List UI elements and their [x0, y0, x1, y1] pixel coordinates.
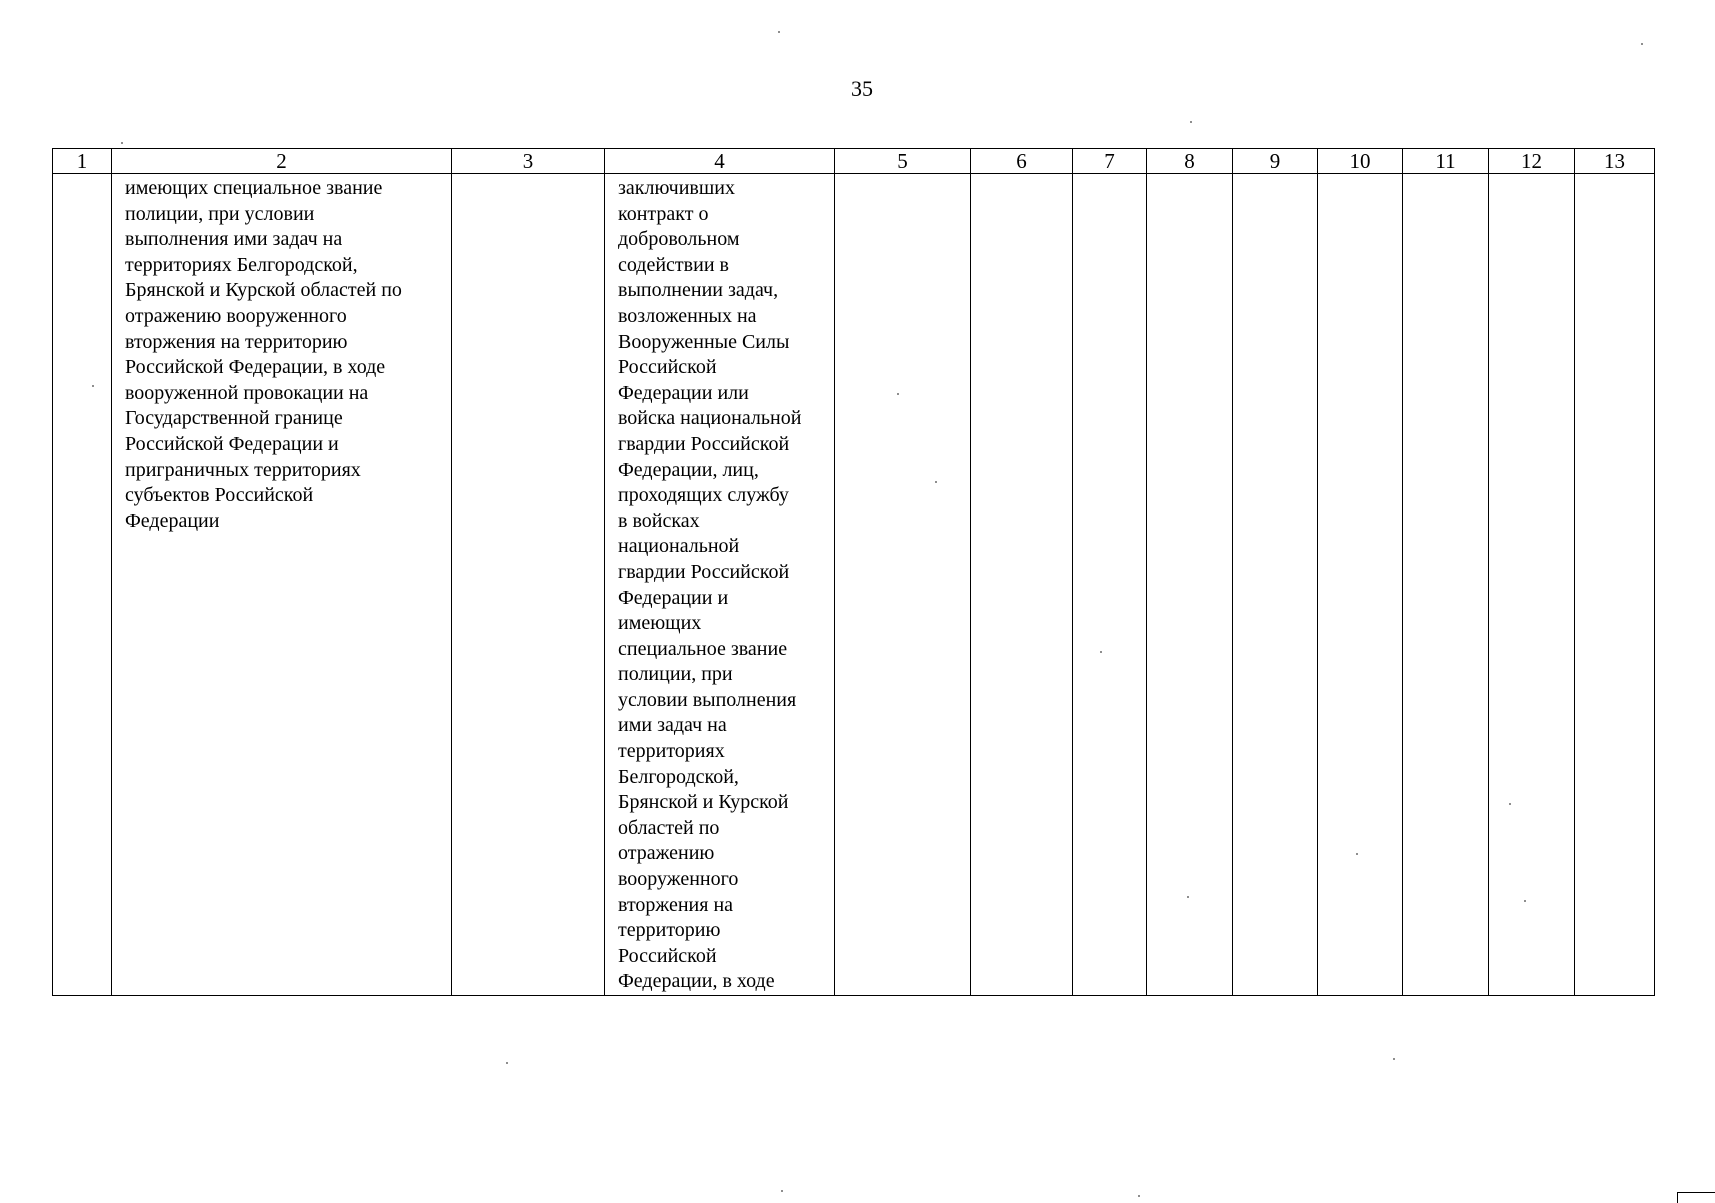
header-cell-8: 8 [1147, 149, 1233, 174]
cell-col-6 [971, 174, 1073, 996]
cell-text-col-12 [1489, 174, 1574, 176]
cell-text-col-7 [1073, 174, 1146, 176]
scan-speck [1641, 43, 1643, 45]
document-table [52, 148, 1655, 996]
cell-col-2 [112, 174, 452, 996]
scan-speck [781, 1190, 783, 1192]
scan-speck [1356, 853, 1358, 855]
cell-text-col-13 [1575, 174, 1654, 176]
scan-speck [897, 393, 899, 395]
page-number: 35 [851, 76, 873, 101]
cell-col-11 [1403, 174, 1489, 996]
cell-col-9 [1233, 174, 1318, 996]
cell-col-5 [835, 174, 971, 996]
scan-speck [1138, 1195, 1140, 1197]
cell-col-13 [1575, 174, 1655, 996]
header-row [53, 149, 1655, 174]
header-cell-7: 7 [1073, 149, 1147, 174]
cell-text-col-9 [1233, 174, 1317, 176]
scan-speck [121, 142, 123, 144]
cell-col-10 [1318, 174, 1403, 996]
cell-text-col-6 [971, 174, 1072, 176]
header-cell-11: 11 [1403, 149, 1489, 174]
cell-text-col-4: заключивших контракт о добровольном содействии в выполнении задач, возложенных на Вооруженные Силы Российской Федерации или войска национальной гвардии Российской Федерации, лиц, проходящих службу в войсках национальной гвардии Российской Федерации и имеющих специальное звание полиции, при условии выполнения ими задач на территориях Белгородской, Брянской и Курской областей по отражению вооруженного вторжения на территорию Российской Федерации, в ходе [618, 177, 802, 993]
scan-speck [1100, 651, 1102, 653]
header-cell-3: 3 [452, 149, 605, 174]
cell-col-12 [1489, 174, 1575, 996]
cell-text-col-2: имеющих специальное звание полиции, при условии выполнения ими задач на территориях Белгородской, Брянской и Курской областей по отражению вооруженного вторжения на территорию Российской Федерации, в ходе вооруженной провокации на Государственной границе Российской Федерации и приграничных территориях субъектов Российской Федерации [125, 177, 402, 532]
scan-speck [506, 1062, 508, 1064]
header-cell-2: 2 [112, 149, 452, 174]
scan-speck [1509, 803, 1511, 805]
cell-col-8 [1147, 174, 1233, 996]
header-cell-5: 5 [835, 149, 971, 174]
scan-speck [1393, 1058, 1395, 1060]
cell-text-col-1 [53, 174, 111, 176]
scan-corner-mark [1677, 1192, 1715, 1203]
header-cell-4: 4 [605, 149, 835, 174]
scan-speck [935, 481, 937, 483]
cell-col-3 [452, 174, 605, 996]
cell-text-col-5 [835, 174, 970, 176]
cell-col-4 [605, 174, 835, 996]
cell-col-1 [53, 174, 112, 996]
cell-text-col-8 [1147, 174, 1232, 176]
cell-col-7 [1073, 174, 1147, 996]
cell-text-col-3 [452, 174, 604, 176]
header-cell-10: 10 [1318, 149, 1403, 174]
header-cell-13: 13 [1575, 149, 1655, 174]
header-cell-12: 12 [1489, 149, 1575, 174]
cell-text-col-11 [1403, 174, 1488, 176]
scan-speck [1524, 900, 1526, 902]
table-row [53, 174, 1655, 996]
header-cell-9: 9 [1233, 149, 1318, 174]
scan-speck [1187, 896, 1189, 898]
cell-text-col-10 [1318, 174, 1402, 176]
scan-speck [778, 31, 780, 33]
header-cell-6: 6 [971, 149, 1073, 174]
scan-speck [92, 385, 94, 387]
header-cell-1: 1 [53, 149, 112, 174]
scan-speck [1190, 121, 1192, 123]
